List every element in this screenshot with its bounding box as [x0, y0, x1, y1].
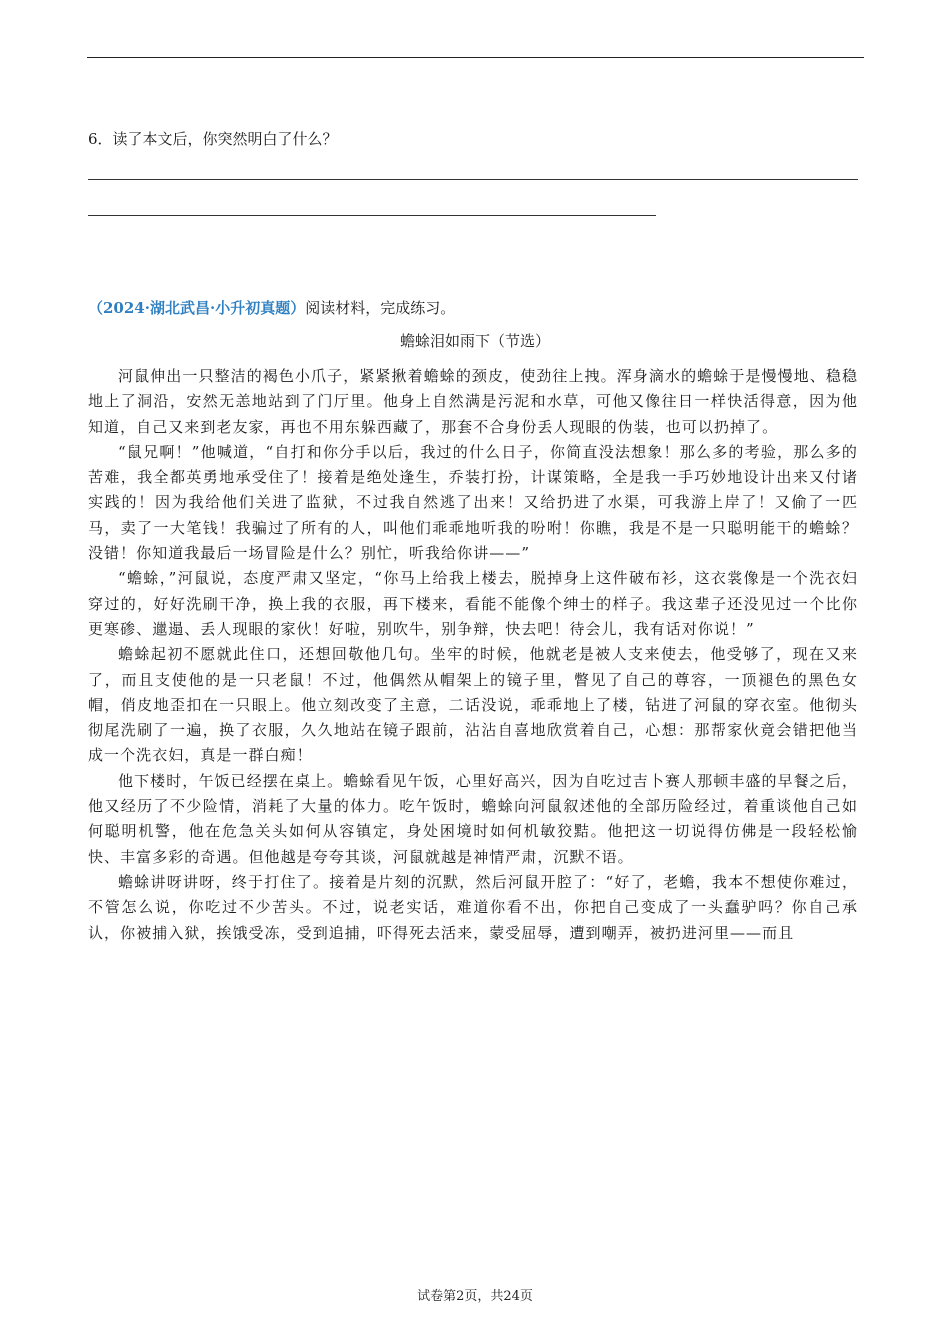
paragraph: “蟾蜍，”河鼠说，态度严肃又坚定，“你马上给我上楼去，脱掉身上这件破布衫，这衣裳像是一个洗衣妇穿过的，好好洗刷干净，换上我的衣服，再下楼来，看能不能像个绅士的样子。我这辈子还没见过一个比你更寒碜、邋遢、丢人现眼的家伙！好啦，别吹牛，别争辩，快去吧！待会儿，我有话对你说！” [88, 569, 858, 638]
reading-source-line [88, 297, 455, 319]
paragraph: 河鼠伸出一只整洁的褐色小爪子，紧紧揪着蟾蜍的颈皮，使劲往上拽。浑身滴水的蟾蜍于是慢慢地、稳稳地上了洞沿，安然无恙地站到了门厅里。他身上自然满是污泥和水草，可他又像往日一样快活得意，因为他知道，自己又来到老友家，再也不用东躲西藏了，那套不合身份丢人现眼的伪装，也可以扔掉了。 [88, 367, 858, 436]
passage-body [88, 364, 858, 946]
paragraph: 他下楼时，午饭已经摆在桌上。蟾蜍看见午饭，心里好高兴，因为自吃过吉卜赛人那顿丰盛的早餐之后，他又经历了不少险情，消耗了大量的体力。吃午饭时，蟾蜍向河鼠叙述他的全部历险经过，着重谈他自己如何聪明机警，他在危急关头如何从容镇定，身处困境时如何机敏狡黠。他把这一切说得仿佛是一段轻松愉快、丰富多彩的奇遇。但他越是夸夸其谈，河鼠就越是神情严肃，沉默不语。 [88, 771, 858, 866]
exam-source-tag[interactable]: （2024·湖北武昌·小升初真题） [88, 299, 306, 317]
passage-title: 蟾蜍泪如雨下（节选） [399, 332, 550, 350]
answer-line-1[interactable] [88, 179, 858, 180]
header-rule [87, 57, 864, 58]
paragraph: 蟾蜍讲呀讲呀，终于打住了。接着是片刻的沉默，然后河鼠开腔了：“好了，老蟾，我本不想使你难过，不管怎么说，你吃过不少苦头。不过，说老实话，难道你看不出，你把自己变成了一头蠢驴吗？你自己承认，你被捕入狱，挨饿受冻，受到追捕，吓得死去活来，蒙受屈辱，遭到嘲弄，被扔进河里——而且 [88, 872, 858, 942]
answer-line-2[interactable] [88, 215, 656, 216]
paragraph: 蟾蜍起初不愿就此住口，还想回敬他几句。坐牢的时候，他就老是被人支来使去，他受够了，现在又来了，而且支使他的是一只老鼠！不过，他偶然从帽架上的镜子里，瞥见了自己的尊容，一顶褪色的黑色女帽，俏皮地歪扣在一只眼上。他立刻改变了主意，二话没说，乖乖地上了楼，钻进了河鼠的穿衣室。他彻头彻尾洗刷了一遍，换了衣服，久久地站在镜子跟前，沾沾自喜地欣赏着自己，心想：那帮家伙竟会错把他当成一个洗衣妇，真是一群白痴！ [88, 645, 858, 765]
paragraph: “鼠兄啊！”他喊道，“自打和你分手以后，我过的什么日子，你简直没法想象！那么多的考验，那么多的苦难，我全都英勇地承受住了！接着是绝处逢生，乔装打扮，计谋策略，全是我一手巧妙地设计出来又付诸实践的！因为我给他们关进了监狱，不过我自然逃了出来！又给扔进了水渠，可我游上岸了！又偷了一匹马，卖了一大笔钱！我骗过了所有的人，叫他们乖乖地听我的吩咐！你瞧，我是不是一只聪明能干的蟾蜍？没错！你知道我最后一场冒险是什么？别忙，听我给你讲——” [88, 442, 858, 563]
question-6: 6．读了本文后，你突然明白了什么？ [88, 130, 338, 148]
reading-instruction: 阅读材料，完成练习。 [305, 299, 456, 317]
page-number: 试卷第2页，共24页 [417, 1289, 533, 1304]
